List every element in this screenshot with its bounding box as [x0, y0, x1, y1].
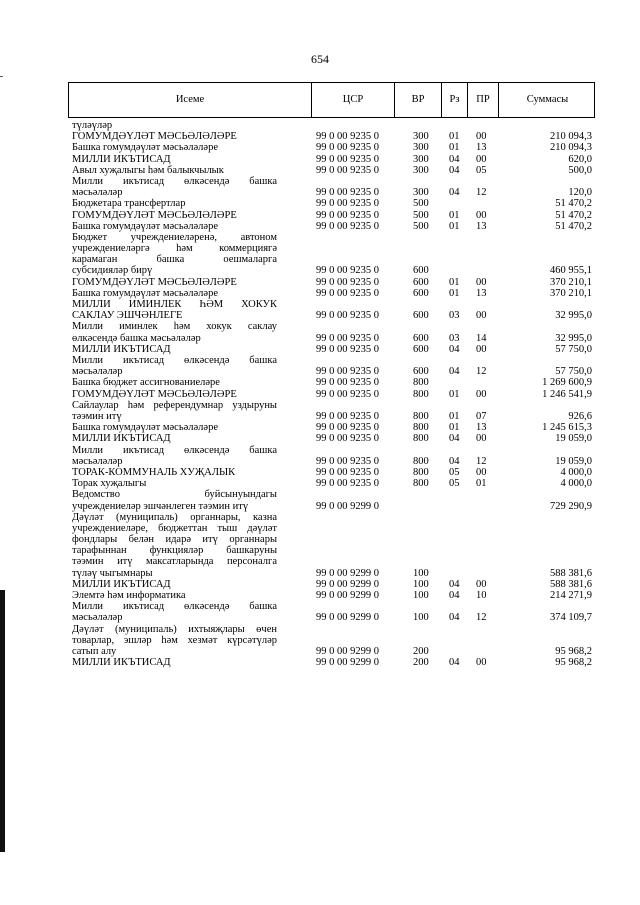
cell-pr: 00 — [476, 388, 487, 400]
cell-rz: 04 — [449, 366, 460, 378]
row-name-line: учреждениеләргә һәм коммерциягә — [72, 243, 277, 255]
cell-sum: 214 271,9 — [550, 590, 592, 602]
row-name-line: мәсьәләләр — [72, 612, 123, 624]
header-sum: Суммасы — [526, 94, 569, 105]
cell-sum: 460 955,1 — [550, 265, 592, 277]
cell-pr: 12 — [476, 612, 487, 624]
row-name-line: товарлар, эшләр һәм хезмәт күрсәтүләр — [72, 634, 277, 646]
row-name-line: Дәүләт (муниципаль) ихтыяҗлары өчен — [72, 623, 277, 635]
row-name — [72, 624, 277, 658]
table-row — [0, 657, 640, 668]
cell-sum: 1 246 541,9 — [542, 388, 592, 400]
cell-sum: 57 750,0 — [555, 343, 592, 355]
cell-pr: 13 — [476, 422, 487, 434]
cell-vr: 800 — [413, 388, 429, 400]
row-name — [72, 355, 277, 377]
row-name — [72, 232, 277, 277]
cell-pr: 05 — [476, 164, 487, 176]
cell-rz: 04 — [449, 455, 460, 467]
row-name-line: мәсьәләләр — [72, 366, 123, 378]
cell-csr: 99 0 00 9235 0 — [316, 332, 379, 344]
cell-sum: 4 000,0 — [560, 478, 592, 490]
cell-sum: 19 059,0 — [555, 455, 592, 467]
table-row — [0, 590, 640, 601]
cell-sum: 588 381,6 — [550, 578, 592, 590]
row-name-line: учреждениеләр эшчәнлеген тәэмин итү — [72, 500, 249, 512]
row-name-line: МИЛЛИ ИКЪТИСАД — [72, 433, 171, 445]
cell-vr: 300 — [413, 164, 429, 176]
cell-vr: 500 — [413, 220, 429, 232]
cell-pr: 00 — [476, 433, 487, 445]
cell-sum: 370 210,1 — [550, 287, 592, 299]
row-name-line: МИЛЛИ ИКЪТИСАД — [72, 657, 171, 669]
row-name-line: тәэмин итү — [72, 410, 122, 422]
row-name — [72, 142, 277, 153]
header-name: Исеме — [69, 83, 312, 117]
cell-vr: 600 — [413, 343, 429, 355]
cell-pr: 00 — [476, 153, 487, 165]
cell-vr: 500 — [413, 209, 429, 221]
cell-csr: 99 0 00 9235 0 — [316, 388, 379, 400]
cell-sum: 95 968,2 — [555, 646, 592, 658]
cell-pr: 00 — [476, 276, 487, 288]
row-name-line: учреждениеләре, бюджеттан тыш дәүләт — [72, 522, 277, 534]
row-name-line: карамаган башка оешмаларга — [72, 254, 277, 266]
row-name-line: ГОМУМДӘҮЛӘТ МӘСЬӘЛӘЛӘРЕ — [72, 276, 237, 288]
row-name — [72, 422, 277, 433]
header-csr: ЦСР — [312, 83, 395, 117]
cell-vr: 600 — [413, 310, 429, 322]
cell-vr: 800 — [413, 478, 429, 490]
cell-csr: 99 0 00 9235 0 — [316, 265, 379, 277]
cell-sum: 4 000,0 — [560, 466, 592, 478]
table-row — [0, 433, 640, 444]
table-row — [0, 142, 640, 153]
cell-vr: 300 — [413, 142, 429, 154]
row-name — [72, 445, 277, 467]
row-name — [72, 120, 277, 131]
cell-rz: 03 — [449, 332, 460, 344]
table-body — [0, 120, 640, 668]
table-row — [0, 489, 640, 511]
cell-pr: 00 — [476, 310, 487, 322]
row-name-line: МИЛЛИ ИКЪТИСАД — [72, 153, 171, 165]
cell-pr: 00 — [476, 466, 487, 478]
cell-csr: 99 0 00 9235 0 — [316, 209, 379, 221]
row-name-line: Элемтә һәм информатика — [72, 590, 186, 602]
row-name — [72, 590, 277, 601]
cell-vr: 300 — [413, 187, 429, 199]
cell-sum: 1 269 600,9 — [542, 377, 592, 389]
row-name-line: Башка гомумдәүләт мәсьәләләре — [72, 220, 218, 232]
cell-csr: 99 0 00 9235 0 — [316, 377, 379, 389]
table-row — [0, 624, 640, 658]
row-name — [72, 601, 277, 623]
table-row — [0, 422, 640, 433]
cell-rz: 04 — [449, 164, 460, 176]
cell-vr: 500 — [413, 198, 429, 210]
row-name — [72, 657, 277, 668]
cell-sum: 32 995,0 — [555, 310, 592, 322]
cell-vr: 300 — [413, 131, 429, 143]
cell-vr: 200 — [413, 646, 429, 658]
cell-pr: 12 — [476, 366, 487, 378]
cell-pr: 13 — [476, 142, 487, 154]
table-row — [0, 277, 640, 288]
cell-sum: 120,0 — [568, 187, 592, 199]
cell-vr: 100 — [413, 567, 429, 579]
table-row — [0, 478, 640, 489]
table-row — [0, 154, 640, 165]
header-vr: ВР — [395, 83, 442, 117]
cell-vr: 800 — [413, 455, 429, 467]
cell-pr: 12 — [476, 455, 487, 467]
cell-rz: 04 — [449, 612, 460, 624]
row-name-line: түләү чыгымнары — [72, 567, 153, 579]
row-name — [72, 221, 277, 232]
row-name-line: тарафыннан функцияләр башкаруны — [72, 545, 277, 557]
cell-vr: 600 — [413, 265, 429, 277]
cell-vr: 100 — [413, 590, 429, 602]
cell-rz: 04 — [449, 343, 460, 355]
cell-rz: 01 — [449, 287, 460, 299]
row-name — [72, 210, 277, 221]
cell-csr: 99 0 00 9235 0 — [316, 478, 379, 490]
table-row — [0, 299, 640, 321]
cell-vr: 300 — [413, 153, 429, 165]
cell-sum: 57 750,0 — [555, 366, 592, 378]
header-rz: Рз — [442, 83, 468, 117]
row-name — [72, 512, 277, 579]
row-name — [72, 321, 277, 343]
cell-rz: 04 — [449, 578, 460, 590]
cell-sum: 370 210,1 — [550, 276, 592, 288]
row-name-line: Торак хуҗалыгы — [72, 478, 147, 490]
cell-vr: 800 — [413, 466, 429, 478]
cell-csr: 99 0 00 9235 0 — [316, 366, 379, 378]
cell-vr: 800 — [413, 410, 429, 422]
row-name-line: Башка гомумдәүләт мәсьәләләре — [72, 422, 218, 434]
cell-rz: 01 — [449, 388, 460, 400]
cell-rz: 01 — [449, 131, 460, 143]
table-row — [0, 198, 640, 209]
row-name — [72, 433, 277, 444]
row-name-line: МИЛЛИ ИКЪТИСАД — [72, 343, 171, 355]
cell-pr: 07 — [476, 410, 487, 422]
cell-sum: 588 381,6 — [550, 567, 592, 579]
cell-pr: 01 — [476, 478, 487, 490]
cell-rz: 05 — [449, 466, 460, 478]
cell-rz: 04 — [449, 153, 460, 165]
cell-vr: 800 — [413, 433, 429, 445]
cell-csr: 99 0 00 9235 0 — [316, 187, 379, 199]
cell-csr: 99 0 00 9299 0 — [316, 567, 379, 579]
cell-csr: 99 0 00 9299 0 — [316, 646, 379, 658]
cell-sum: 729 290,9 — [550, 500, 592, 512]
cell-csr: 99 0 00 9235 0 — [316, 343, 379, 355]
cell-csr: 99 0 00 9235 0 — [316, 287, 379, 299]
row-name-line: ГОМУМДӘҮЛӘТ МӘСЬӘЛӘЛӘРЕ — [72, 131, 237, 143]
cell-pr: 13 — [476, 287, 487, 299]
table-row — [0, 445, 640, 467]
cell-csr: 99 0 00 9235 0 — [316, 220, 379, 232]
cell-csr: 99 0 00 9235 0 — [316, 422, 379, 434]
row-name-line: түләүләр — [72, 120, 113, 131]
row-name — [72, 467, 277, 478]
cell-vr: 800 — [413, 422, 429, 434]
row-name-line: МИЛЛИ ИМИНЛЕК ҺӘМ ХОКУК — [72, 299, 277, 311]
cell-sum: 51 470,2 — [555, 220, 592, 232]
cell-rz: 04 — [449, 433, 460, 445]
cell-csr: 99 0 00 9235 0 — [316, 198, 379, 210]
table-row — [0, 321, 640, 343]
scan-edge-mark — [0, 76, 3, 77]
cell-vr: 200 — [413, 657, 429, 669]
cell-vr: 100 — [413, 578, 429, 590]
cell-pr: 14 — [476, 332, 487, 344]
table-row — [0, 288, 640, 299]
cell-csr: 99 0 00 9299 0 — [316, 500, 379, 512]
cell-rz: 04 — [449, 590, 460, 602]
cell-pr: 00 — [476, 131, 487, 143]
row-name — [72, 478, 277, 489]
cell-csr: 99 0 00 9235 0 — [316, 142, 379, 154]
page-number: 654 — [311, 52, 329, 66]
cell-vr: 600 — [413, 366, 429, 378]
cell-sum: 500,0 — [568, 164, 592, 176]
cell-pr: 13 — [476, 220, 487, 232]
row-name-line: САКЛАУ ЭШЧӘНЛЕГЕ — [72, 310, 183, 322]
table-row — [0, 467, 640, 478]
cell-rz: 03 — [449, 310, 460, 322]
table-row — [0, 232, 640, 277]
table-row — [0, 221, 640, 232]
cell-csr: 99 0 00 9299 0 — [316, 590, 379, 602]
row-name-line: Бюджетара трансфертлар — [72, 198, 186, 210]
cell-sum: 1 245 615,3 — [542, 422, 592, 434]
table-row — [0, 377, 640, 388]
row-name-line: МИЛЛИ ИКЪТИСАД — [72, 578, 171, 590]
cell-csr: 99 0 00 9235 0 — [316, 410, 379, 422]
cell-csr: 99 0 00 9235 0 — [316, 276, 379, 288]
row-name — [72, 299, 277, 321]
cell-csr: 99 0 00 9235 0 — [316, 466, 379, 478]
row-name — [72, 198, 277, 209]
cell-rz: 01 — [449, 209, 460, 221]
row-name-line: субсидияләр бирү — [72, 265, 153, 277]
row-name-line: мәсьәләләр — [72, 187, 123, 199]
cell-pr: 00 — [476, 343, 487, 355]
cell-rz: 01 — [449, 220, 460, 232]
row-name-line: Башка гомумдәүләт мәсьәләләре — [72, 142, 218, 154]
cell-sum: 620,0 — [568, 153, 592, 165]
cell-rz: 01 — [449, 276, 460, 288]
row-name-line: Милли икътисад өлкәсендә башка — [72, 175, 277, 187]
cell-csr: 99 0 00 9235 0 — [316, 455, 379, 467]
cell-rz: 01 — [449, 410, 460, 422]
cell-rz: 04 — [449, 187, 460, 199]
cell-sum: 374 109,7 — [550, 612, 592, 624]
row-name — [72, 389, 277, 400]
table-row — [0, 165, 640, 176]
row-name — [72, 579, 277, 590]
row-name-line: Дәүләт (муниципаль) органнары, казна — [72, 511, 277, 523]
cell-vr: 600 — [413, 276, 429, 288]
cell-csr: 99 0 00 9235 0 — [316, 153, 379, 165]
row-name-line: Милли икътисад өлкәсендә башка — [72, 601, 277, 613]
cell-rz: 01 — [449, 142, 460, 154]
row-name-line: фондлары белән идарә итү органнары — [72, 534, 277, 546]
row-name-line: сатып алу — [72, 646, 117, 658]
row-name — [72, 288, 277, 299]
cell-vr: 600 — [413, 332, 429, 344]
row-name-line: өлкәсендә башка мәсьәләләр — [72, 332, 201, 344]
cell-sum: 19 059,0 — [555, 433, 592, 445]
row-name — [72, 400, 277, 422]
cell-csr: 99 0 00 9299 0 — [316, 578, 379, 590]
cell-csr: 99 0 00 9235 0 — [316, 164, 379, 176]
table-row — [0, 389, 640, 400]
cell-sum: 51 470,2 — [555, 209, 592, 221]
row-name-line: ГОМУМДӘҮЛӘТ МӘСЬӘЛӘЛӘРЕ — [72, 209, 237, 221]
header-pr: ПР — [468, 83, 499, 117]
row-name-line: Ведомство буйсынуындагы — [72, 489, 277, 501]
row-name — [72, 154, 277, 165]
cell-vr: 600 — [413, 287, 429, 299]
cell-pr: 00 — [476, 657, 487, 669]
table-header — [68, 82, 595, 118]
cell-pr: 10 — [476, 590, 487, 602]
cell-csr: 99 0 00 9235 0 — [316, 310, 379, 322]
cell-rz: 05 — [449, 478, 460, 490]
row-name-line: Башка гомумдәүләт мәсьәләләре — [72, 287, 218, 299]
cell-sum: 210 094,3 — [550, 131, 592, 143]
cell-csr: 99 0 00 9235 0 — [316, 433, 379, 445]
row-name-line: мәсьәләләр — [72, 455, 123, 467]
row-name-line: ТОРАК-КОММУНАЛЬ ХУҖАЛЫК — [72, 466, 236, 478]
row-name — [72, 344, 277, 355]
cell-csr: 99 0 00 9235 0 — [316, 131, 379, 143]
row-name-line: Милли икътисад өлкәсендә башка — [72, 355, 277, 367]
cell-sum: 32 995,0 — [555, 332, 592, 344]
table-row — [0, 355, 640, 377]
row-name-line: Сайлаулар һәм референдумнар уздыруны — [72, 399, 277, 411]
cell-rz: 01 — [449, 422, 460, 434]
row-name — [72, 165, 277, 176]
row-name-line: Милли иминлек һәм хокук саклау — [72, 321, 277, 333]
table-row — [0, 512, 640, 579]
row-name — [72, 489, 277, 511]
cell-sum: 51 470,2 — [555, 198, 592, 210]
cell-vr: 800 — [413, 377, 429, 389]
row-name-line: Милли икътисад өлкәсендә башка — [72, 444, 277, 456]
row-name-line: тәэмин итү максатларында персоналга — [72, 556, 277, 568]
cell-csr: 99 0 00 9299 0 — [316, 612, 379, 624]
cell-pr: 12 — [476, 187, 487, 199]
row-name-line: Бюджет учреждениеләренә, автоном — [72, 231, 277, 243]
table-row — [0, 579, 640, 590]
table-row — [0, 120, 640, 131]
cell-pr: 00 — [476, 209, 487, 221]
cell-sum: 95 968,2 — [555, 657, 592, 669]
cell-rz: 04 — [449, 657, 460, 669]
table-row — [0, 400, 640, 422]
table-row — [0, 601, 640, 623]
cell-csr: 99 0 00 9299 0 — [316, 657, 379, 669]
cell-pr: 00 — [476, 578, 487, 590]
table-row — [0, 176, 640, 198]
cell-sum: 210 094,3 — [550, 142, 592, 154]
row-name — [72, 277, 277, 288]
cell-sum: 926,6 — [568, 410, 592, 422]
cell-vr: 100 — [413, 612, 429, 624]
row-name — [72, 131, 277, 142]
row-name-line: Башка бюджет ассигнованиеләре — [72, 377, 220, 389]
row-name — [72, 377, 277, 388]
table-row — [0, 344, 640, 355]
row-name-line: Авыл хуҗалыгы һәм балыкчылык — [72, 164, 224, 176]
table-row — [0, 131, 640, 142]
row-name — [72, 176, 277, 198]
table-row — [0, 210, 640, 221]
row-name-line: ГОМУМДӘҮЛӘТ МӘСЬӘЛӘЛӘРЕ — [72, 388, 237, 400]
